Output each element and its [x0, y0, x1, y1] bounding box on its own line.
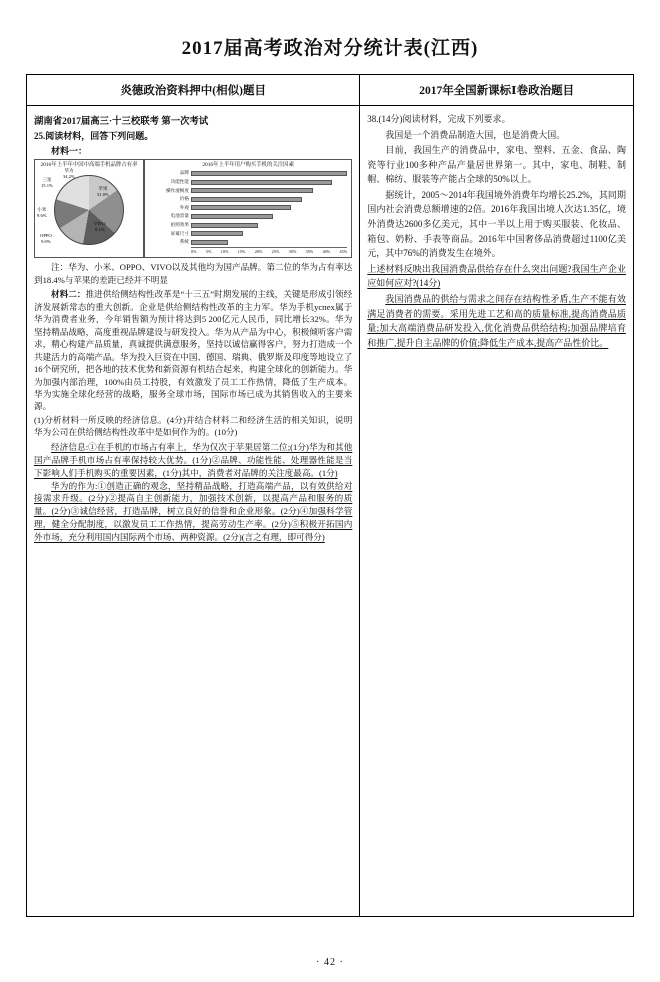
figures-row — [34, 159, 352, 258]
table-header-left: 炎德政治资料押中(相似)题目 — [27, 75, 360, 105]
table-header-right: 2017年全国新课标Ⅰ卷政治题目 — [419, 85, 575, 97]
bar-chart-figure — [144, 159, 352, 258]
table-cell-right — [360, 106, 633, 916]
bar-5 — [191, 214, 273, 219]
bar-7 — [191, 231, 243, 236]
bar-category-label: 外观 — [179, 204, 189, 210]
bar-2 — [191, 188, 313, 193]
bar-row — [179, 195, 347, 203]
pie-label-4: 小米 9.6% — [37, 207, 47, 218]
right-question-number: 38.(14分)阅读材料，完成下列要求。 — [367, 114, 511, 124]
bar-8 — [191, 240, 228, 245]
pie-label-3: OPPO 9.0% — [40, 233, 52, 244]
material1-label: 材料一： — [51, 146, 88, 156]
bar-row — [179, 238, 347, 246]
axis-tick: 0% — [191, 248, 197, 254]
bar-row — [170, 221, 347, 229]
bar-row — [179, 204, 347, 212]
bar-chart-axis — [191, 247, 347, 254]
right-paragraph-3: 据统计，2005～2014年我国境外消费年均增长25.2%，其同期国内社会消费总额增速的2倍。2016年我国出境人次达1.35亿，境外消费达2600多亿美元，其中一半以上用于购买服装、化妆品、箱包、奶粉、手表等商品。2016年中国奢侈品消费超过1100亿美元，其中76%的消费发生在境外。 — [367, 189, 626, 259]
bar-4 — [191, 205, 291, 210]
material2-text: 推进供给侧结构性改革是“十三五”时期发展的主线，关键是形成引领经济发展新常态的重大创新。企业是供给侧结构性改革的主力军。华为手机успех属于华为消费者业务，今年销售额为预计将达到5 200亿元人民币，同比增长32%。华为坚持精品战略，高度重视品牌建设与研发投入。华为从产品为中心，积极倾听客户需求，精心构建产品质量，真诚提供满意服务，坚持以诚信赢得客户，努力打造成一个共建活力的高端产品。华为投入巨资在中国、德国、瑞典、俄罗斯及印度等地设立了16个研究所，把各地的技术优势和新资源有机结合起来，构建全球化的创新能力。华为加强内部治理，100%由员工持股，有效激发了员工工作热情，降低了生产成本。华为实施全球化经营的战略，服务全球市场，国际市场已成为其销售收入的主要来源。 — [34, 289, 353, 412]
pie-chart-area — [37, 169, 141, 255]
axis-tick: 35% — [305, 248, 314, 254]
page-number: · 42 · — [316, 957, 344, 968]
pie-label-5: 三星 15.1% — [41, 177, 53, 188]
document-page — [0, 33, 660, 982]
axis-tick: 15% — [237, 248, 246, 254]
axis-tick: 20% — [254, 248, 263, 254]
bar-row — [166, 187, 347, 195]
bar-category-label: 价格 — [179, 196, 189, 202]
material2-paragraph — [34, 288, 352, 413]
bar-category-label: 品牌 — [179, 170, 189, 176]
comparison-table — [26, 74, 634, 917]
axis-tick: 30% — [288, 248, 297, 254]
bar-row — [179, 169, 347, 177]
answer-paragraph-2: 华为的作为:①创造正确的观念，坚持精品战略，打造高端产品，以有效供给对接需求升级。(2分)②提高自主创新能力，加强技术创新，以提高产品和服务的质量。(2分)③诚信经营，打造品牌，树立良好的信誉和企业形象。(2分)④加强科学管理，健全分配制度，以激发员工工作热情，提高劳动生产率。(2分)⑤积极开拓国内外市场，充分利用国内国际两个市场、两种资源。(2分)(言之有理，即可得分) — [34, 480, 353, 543]
pie-chart-graphic — [54, 175, 124, 245]
table-cell-left — [27, 106, 360, 916]
bar-3 — [191, 197, 302, 202]
answer-paragraph-1: 经济信息:①在手机的市场占有率上，华为仅次于苹果居第二位;(1分)华为和其他国产品牌手机市场占有率保持较大优势。(1分)②品牌、功能性能、处理器性能是当下影响人们手机购买的重要因素，(1分)其中，消费者对品牌的关注度最高。(1分) — [34, 441, 353, 478]
bar-category-label: 电池容量 — [170, 213, 189, 219]
pie-chart-figure — [34, 159, 144, 258]
table-body-row — [27, 106, 633, 916]
bar-chart-caption: 2016年上半年用户购买手机的关注因素 — [202, 162, 294, 168]
right-paragraph-2: 目前，我国生产的消费品中，家电、塑料、五金、食品、陶瓷等行业100多种产品产量居世界第一。其中，家电、制鞋、制帽、棉纺、服装等产能占全球的50%以上。 — [367, 145, 626, 185]
axis-tick: 5% — [205, 248, 212, 254]
pie-label-2: VIVO 9.1% — [94, 221, 106, 232]
bar-category-label: 功能性能 — [170, 179, 189, 185]
answer-block — [34, 441, 352, 544]
bar-row — [170, 178, 347, 186]
bar-6 — [191, 223, 258, 228]
right-question: 上述材料反映出我国消费品供给存在什么突出问题?我国生产企业应如何应对?(14分) — [367, 263, 626, 289]
axis-tick: 45% — [339, 248, 348, 254]
bar-chart-area — [147, 169, 349, 255]
axis-tick: 40% — [322, 248, 331, 254]
pie-label-1: 苹果 31.0% — [97, 186, 109, 197]
bar-row — [170, 230, 347, 238]
bar-category-label: 系统 — [179, 239, 189, 245]
material2-label: 材料二： — [51, 289, 86, 300]
bar-category-label: 屏幕尺寸 — [170, 230, 189, 236]
axis-tick: 10% — [220, 248, 229, 254]
pie-chart-caption: 2016年上半年中国中高端手机品牌占有率 — [40, 162, 138, 168]
pie-label-0: 华为 34.2% — [63, 168, 75, 179]
table-header-row — [27, 75, 633, 106]
bar-0 — [191, 171, 347, 176]
question-line: 25.阅读材料，回答下列问题。 — [34, 131, 154, 141]
bar-category-label: 操作流畅度 — [166, 187, 189, 193]
bar-category-label: 拍照效果 — [170, 222, 189, 228]
right-paragraph-1: 我国是一个消费品制造大国，也是消费大国。 — [385, 129, 566, 140]
sub-question: (1)分析材料一所反映的经济信息。(4分)并结合材料二和经济生活的相关知识，说明华为公司在供给侧结构性改革中是如何作为的。(10分) — [34, 414, 353, 438]
right-answer: 我国消费品的供给与需求之间存在结构性矛盾,生产不能有效满足消费者的需要。采用先进工艺和高的质量标准,提高消费品质量;加大高端消费品研发投入,优化消费品供给结构;加强品牌培育和推广,提升自主品牌的价值;降低生产成本,提高产品性价比。 — [367, 293, 626, 348]
page-title: 2017届高考政治对分统计表(江西) — [181, 38, 479, 59]
bar-1 — [191, 180, 332, 185]
exam-header: 湖南省2017届高三·十三校联考 第一次考试 — [34, 117, 209, 127]
axis-tick: 25% — [271, 248, 280, 254]
bar-row — [170, 212, 347, 220]
figure-note: 注：华为、小米、OPPO、VIVO以及其他均为国产品牌。第二位的华为占有率达到18.4%与苹果的差距已经并不明显 — [34, 262, 353, 285]
